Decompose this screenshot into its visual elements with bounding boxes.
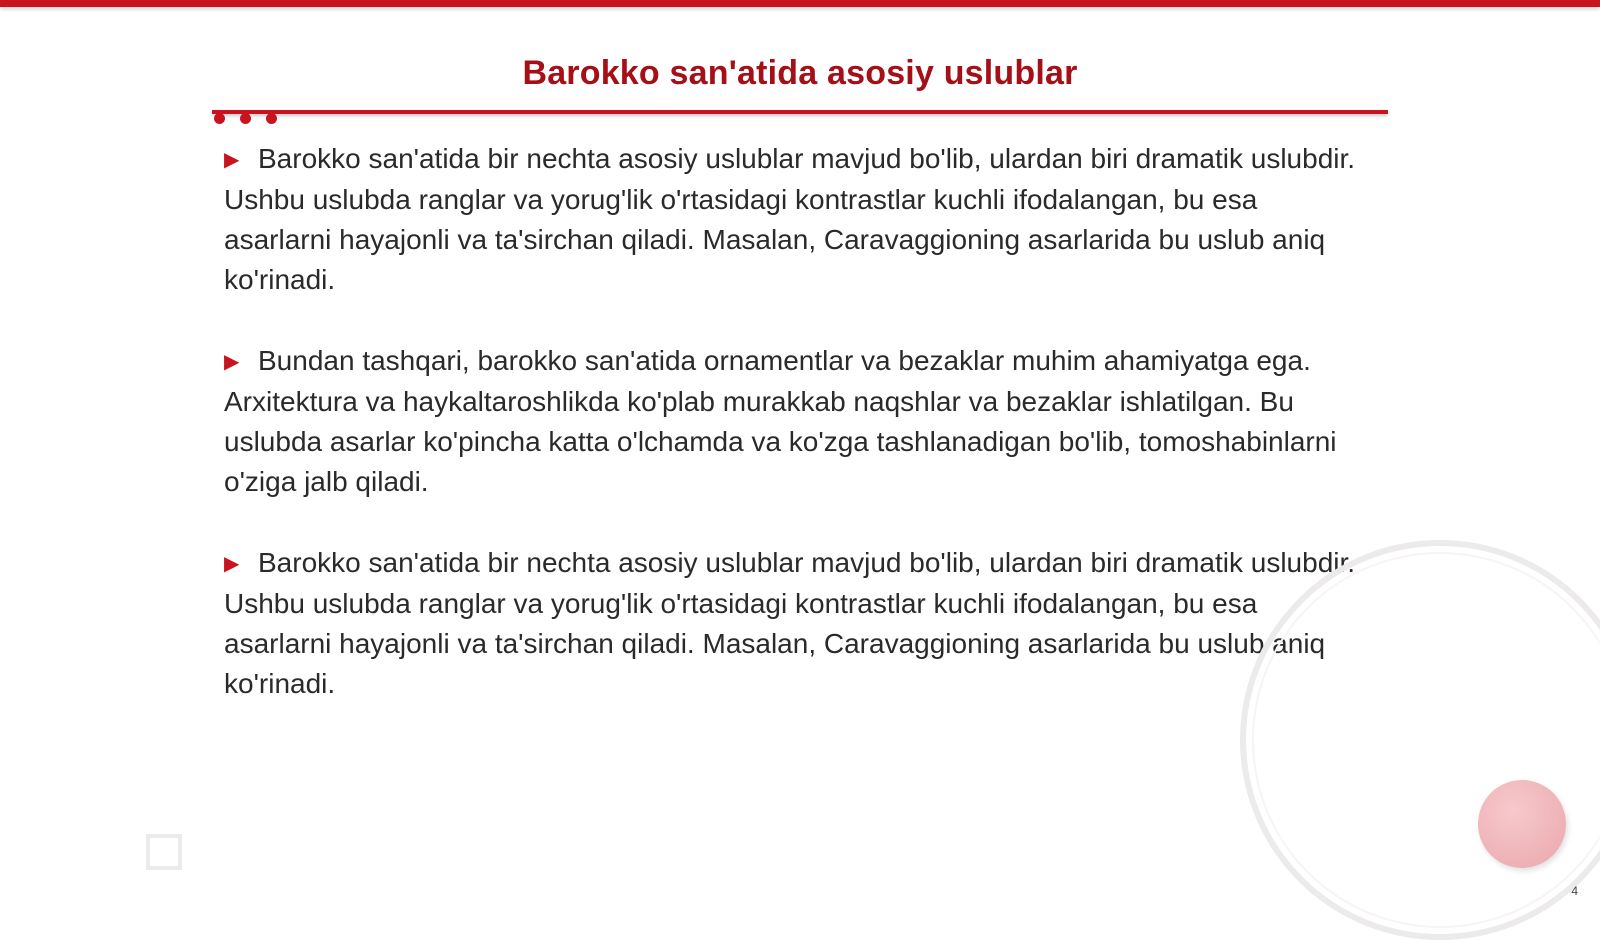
triangle-right-icon: ▶ <box>224 351 240 373</box>
title-underline <box>212 110 1388 114</box>
bullet-paragraph <box>224 341 1364 502</box>
triangle-right-icon: ▶ <box>224 149 240 171</box>
rule-dot <box>240 113 251 124</box>
rule-dot <box>214 113 225 124</box>
decorative-pink-circle <box>1478 780 1566 868</box>
page-number: 4 <box>1571 884 1578 898</box>
paragraph-text: Barokko san'atida bir nechta asosiy uslublar mavjud bo'lib, ulardan biri dramatik uslubdir. Ushbu uslubda ranglar va yorug'lik o'rtasidagi kontrastlar kuchli ifodalangan, bu esa asarlarni hayajonli va ta'sirchan qiladi. Masalan, Caravaggioning asarlarida bu uslub aniq ko'rinadi. <box>224 547 1356 699</box>
top-accent-bar <box>0 0 1600 7</box>
slide-title: Barokko san'atida asosiy uslublar <box>522 54 1078 92</box>
decorative-square-outline <box>146 834 182 870</box>
paragraph-text: Bundan tashqari, barokko san'atida ornamentlar va bezaklar muhim ahamiyatga ega. Arxitektura va haykaltaroshlikda ko'plab murakkab naqshlar va bezaklar ishlatilgan. Bu uslubda asarlar ko'pincha katta o'lchamda va ko'zga tashlanadigan bo'lib, tomoshabinlarni o'ziga jalb qiladi. <box>224 345 1337 497</box>
paragraph-text: Barokko san'atida bir nechta asosiy uslublar mavjud bo'lib, ulardan biri dramatik uslubdir. Ushbu uslubda ranglar va yorug'lik o'rtasidagi kontrastlar kuchli ifodalangan, bu esa asarlarni hayajonli va ta'sirchan qiladi. Masalan, Caravaggioning asarlarida bu uslub aniq ko'rinadi. <box>224 143 1356 295</box>
rule-dot <box>266 113 277 124</box>
bullet-paragraph <box>224 543 1364 704</box>
bullet-paragraph <box>224 139 1364 300</box>
slide-content <box>224 139 1364 745</box>
triangle-right-icon: ▶ <box>224 553 240 575</box>
